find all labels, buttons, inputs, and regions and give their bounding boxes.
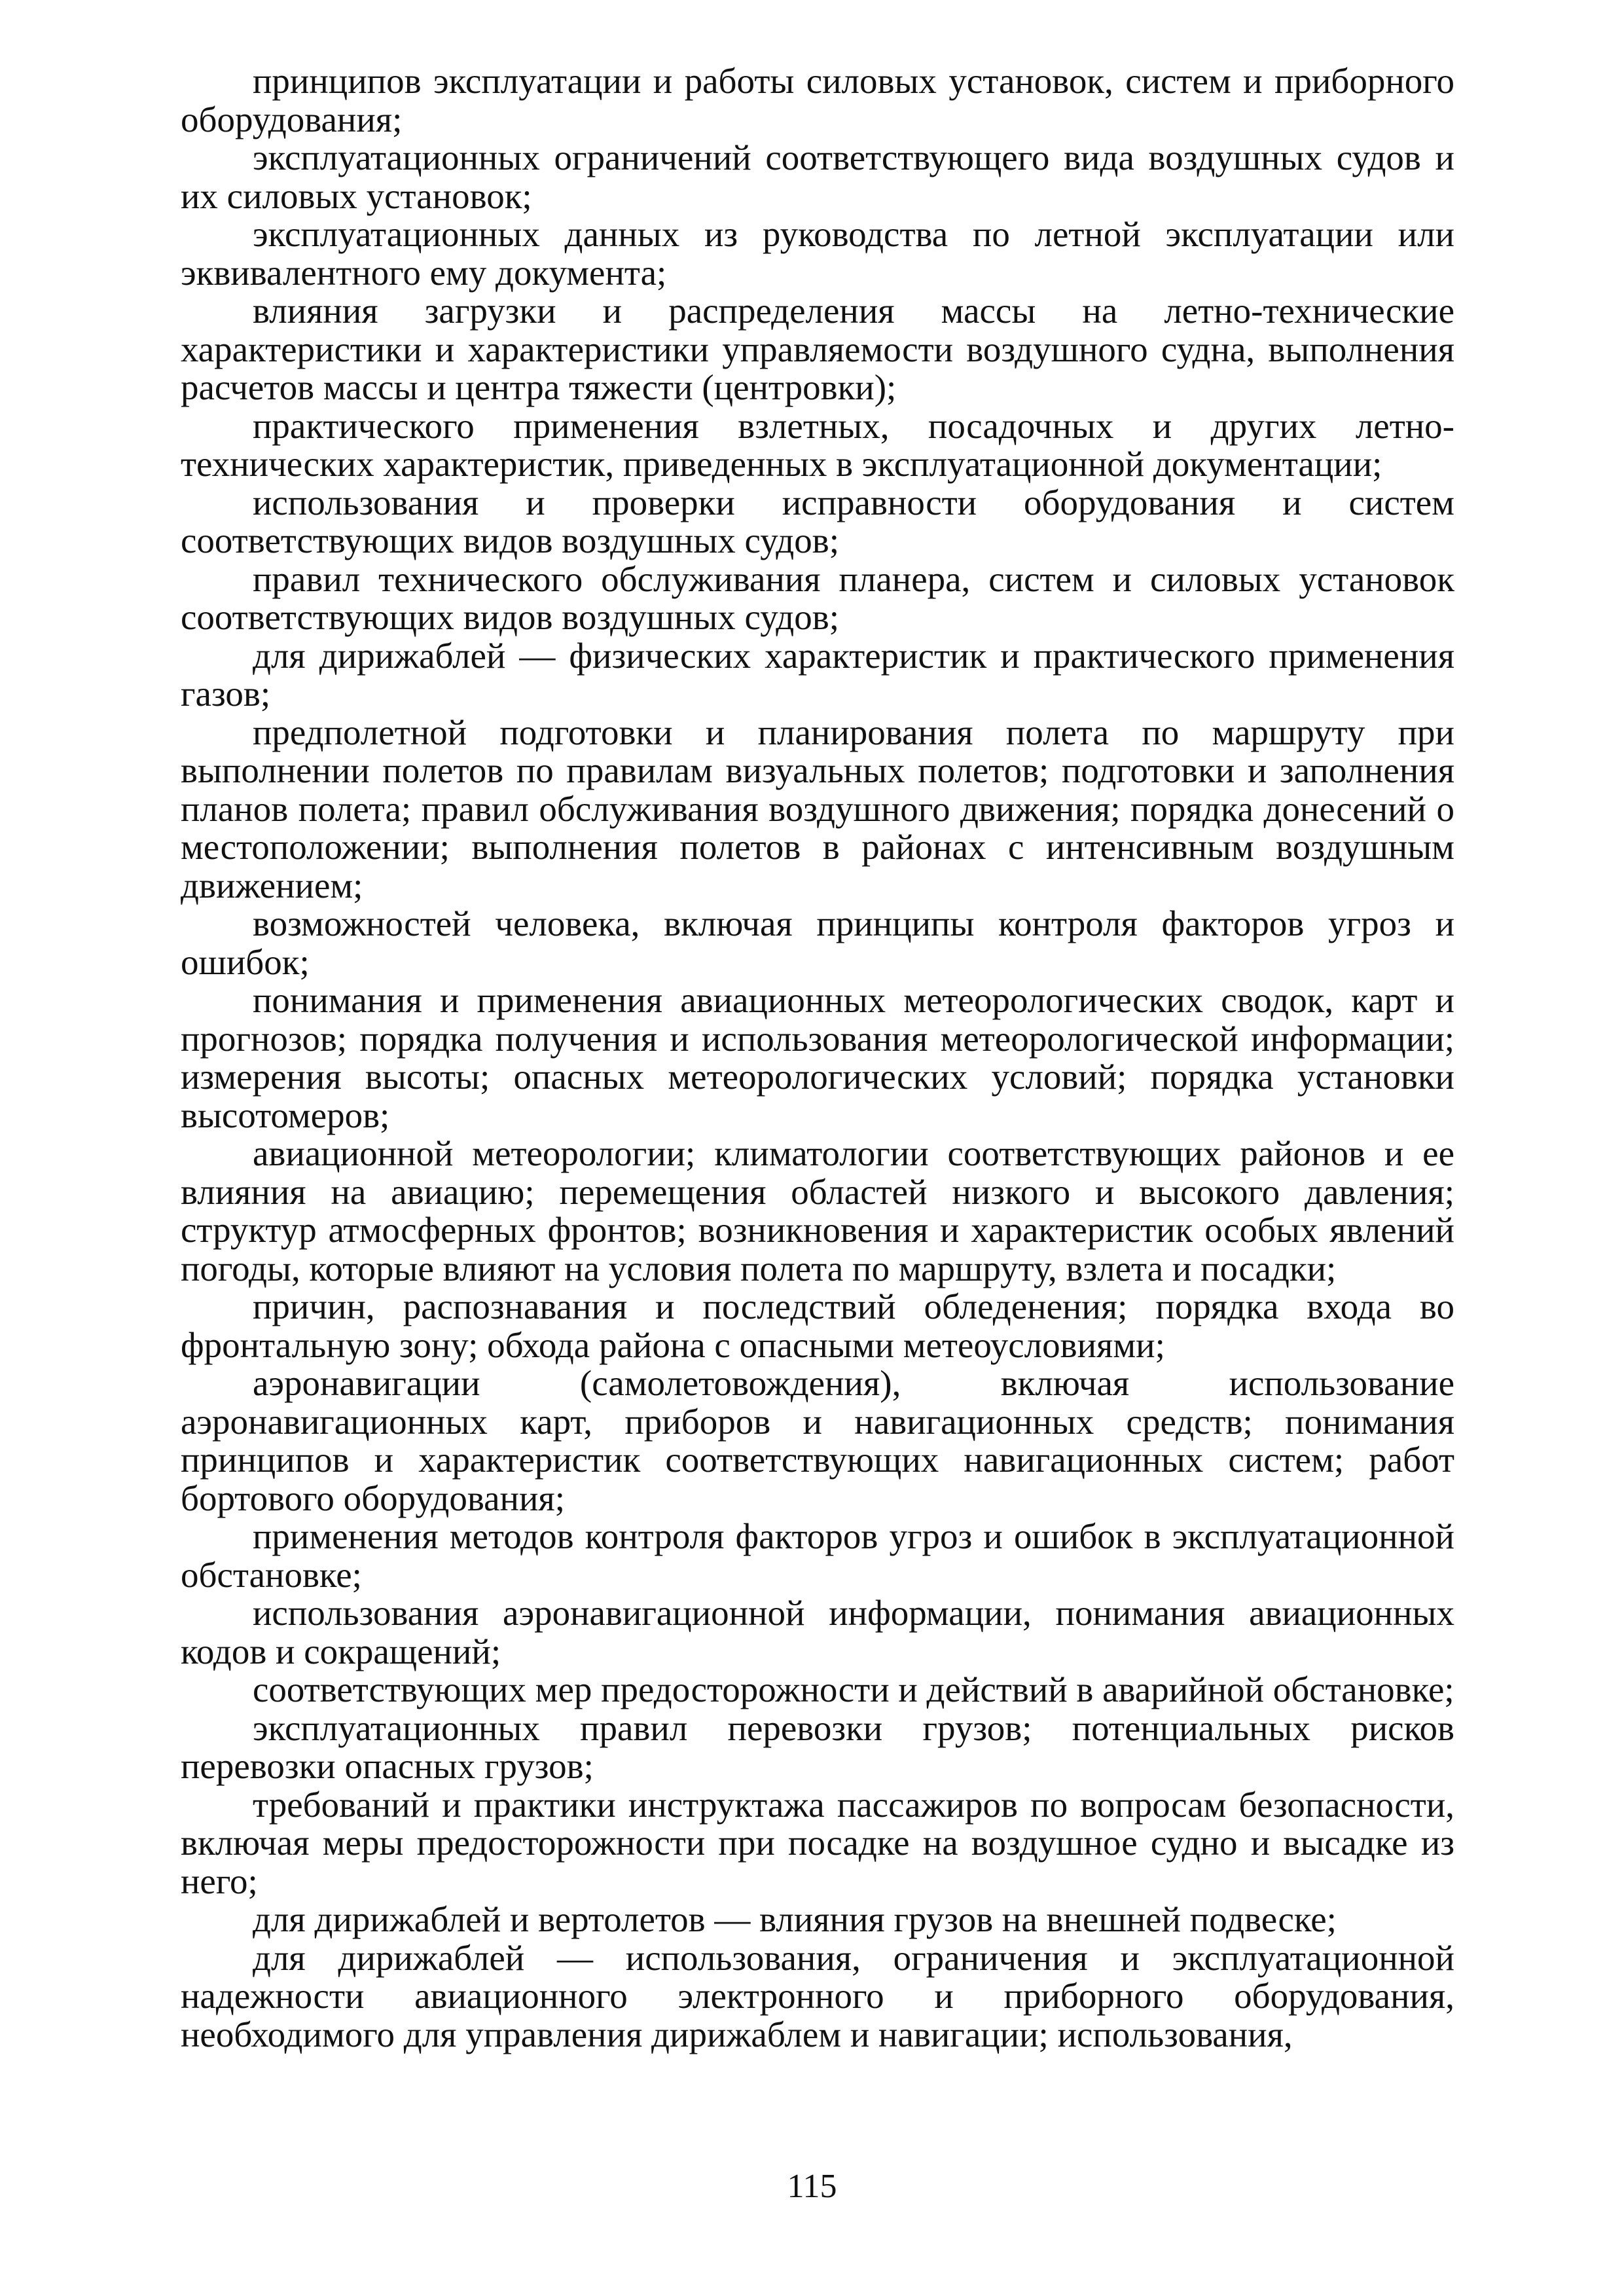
paragraph: влияния загрузки и распределения массы на летно-технические характеристики и характеристики управляемости воздушного судна, выполнения расчетов массы и центра тяжести (центровки); <box>181 291 1454 407</box>
paragraph: принципов эксплуатации и работы силовых установок, систем и приборного оборудования; <box>181 61 1454 139</box>
paragraph: практического применения взлетных, посадочных и других летно-технических характеристик, приведенных в эксплуатационной документации; <box>181 405 1454 484</box>
paragraph: понимания и применения авиационных метеорологических сводок, карт и прогнозов; порядка получения и использования метеорологической информации; измерения высоты; опасных метеорологических условий; порядка установки высотомеров; <box>181 980 1454 1135</box>
paragraph: правил технического обслуживания планера, систем и силовых установок соответствующих видов воздушных судов; <box>181 558 1454 637</box>
page-body <box>181 62 1454 2054</box>
paragraph: для дирижаблей — использования, ограничения и эксплуатационной надежности авиационного электронного и приборного оборудования, необходимого для управления дирижаблем и навигации; использования, <box>181 1937 1454 2054</box>
paragraph: использования аэронавигационной информации, понимания авиационных кодов и сокращений; <box>181 1593 1454 1671</box>
paragraph: аэронавигации (самолетовождения), включая использование аэронавигационных карт, приборов и навигационных средств; понимания принципов и характеристик соответствующих навигационных систем; работ бортового оборудования; <box>181 1363 1454 1518</box>
paragraph: эксплуатационных ограничений соответствующего вида воздушных судов и их силовых установок; <box>181 137 1454 216</box>
paragraph: эксплуатационных правил перевозки грузов; потенциальных рисков перевозки опасных грузов; <box>181 1707 1454 1786</box>
page-number: 115 <box>787 2168 837 2205</box>
paragraph: для дирижаблей и вертолетов — влияния грузов на внешней подвеске; <box>253 1899 1337 1939</box>
paragraph: причин, распознавания и последствий обледенения; порядка входа во фронтальную зону; обхода района с опасными метеоусловиями; <box>181 1286 1454 1365</box>
paragraph: соответствующих мер предосторожности и действий в аварийной обстановке; <box>253 1669 1454 1709</box>
paragraph: использования и проверки исправности оборудования и систем соответствующих видов воздушных судов; <box>181 482 1454 560</box>
paragraph: предполетной подготовки и планирования полета по маршруту при выполнении полетов по правилам визуальных полетов; подготовки и заполнения планов полета; правил обслуживания воздушного движения; порядка донесений о местоположении; выполнения полетов в районах с интенсивным воздушным движением; <box>181 712 1454 905</box>
paragraph: авиационной метеорологии; климатологии соответствующих районов и ее влияния на авиацию; перемещения областей низкого и высокого давления; структур атмосферных фронтов; возникновения и характеристик особых явлений погоды, которые влияют на условия полета по маршруту, взлета и посадки; <box>181 1133 1454 1288</box>
paragraph: требований и практики инструктажа пассажиров по вопросам безопасности, включая меры предосторожности при посадке на воздушное судно и высадке из него; <box>181 1784 1454 1901</box>
paragraph: применения методов контроля факторов угроз и ошибок в эксплуатационной обстановке; <box>181 1516 1454 1595</box>
paragraph: эксплуатационных данных из руководства по летной эксплуатации или эквивалентного ему документа; <box>181 214 1454 293</box>
paragraph: для дирижаблей — физических характеристик и практического применения газов; <box>181 635 1454 714</box>
paragraph: возможностей человека, включая принципы контроля факторов угроз и ошибок; <box>181 903 1454 982</box>
